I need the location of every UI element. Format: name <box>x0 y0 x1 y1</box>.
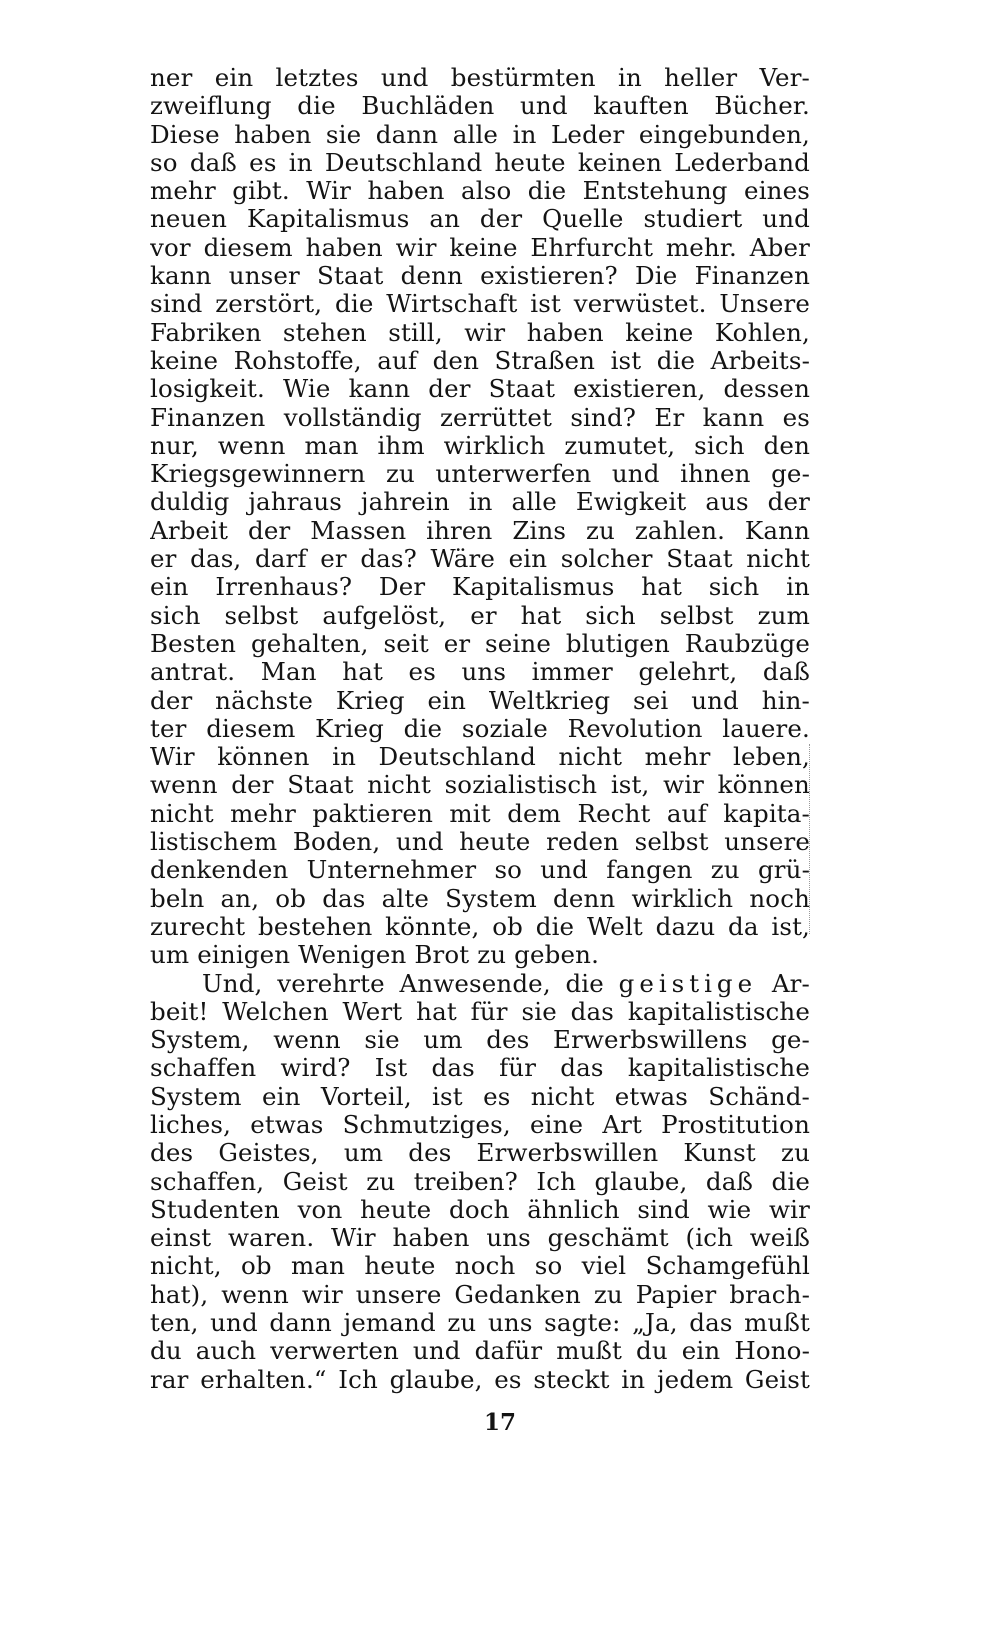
text-line: System ein Vorteil, ist es nicht etwas Schänd- <box>150 1082 810 1111</box>
text-line: Besten gehalten, seit er seine blutigen Raubzüge <box>150 629 810 658</box>
text-line: der nächste Krieg ein Weltkrieg sei und hin- <box>150 686 810 715</box>
text-line: keine Rohstoffe, auf den Straßen ist die Arbeits- <box>150 346 810 375</box>
text-line: Studenten von heute doch ähnlich sind wie wir <box>150 1195 810 1224</box>
text-line: nicht, ob man heute noch so viel Schamgefühl <box>150 1252 810 1281</box>
text-line: sich selbst aufgelöst, er hat sich selbst zum <box>150 601 810 630</box>
text-line: sind zerstört, die Wirtschaft ist verwüstet. Unsere <box>150 290 810 319</box>
text-line: losigkeit. Wie kann der Staat existieren, dessen <box>150 375 810 404</box>
text-line: Kriegsgewinnern zu unterwerfen und ihnen ge- <box>150 460 810 489</box>
text-line: System, wenn sie um des Erwerbswillens ge- <box>150 1026 810 1055</box>
text-line: nur, wenn man ihm wirklich zumutet, sich den <box>150 431 810 460</box>
text-line: ein Irrenhaus? Der Kapitalismus hat sich in <box>150 573 810 602</box>
text-line: kann unser Staat denn existieren? Die Finanzen <box>150 262 810 291</box>
text-line: liches, etwas Schmutziges, eine Art Prostitution <box>150 1110 810 1139</box>
text-line: beln an, ob das alte System denn wirklich noch <box>150 884 810 913</box>
text-line: Arbeit der Massen ihren Zins zu zahlen. Kann <box>150 516 810 545</box>
text-line: Fabriken stehen still, wir haben keine Kohlen, <box>150 318 810 347</box>
text-line: beit! Welchen Wert hat für sie das kapitalistische <box>150 997 810 1026</box>
text-line: zurecht bestehen könnte, ob die Welt dazu da ist, <box>150 912 810 941</box>
text-line: schaffen wird? Ist das für das kapitalistische <box>150 1054 810 1083</box>
paragraph-end-line: um einigen Wenigen Brot zu geben. <box>150 941 600 970</box>
text-line: vor diesem haben wir keine Ehrfurcht mehr. Aber <box>150 233 810 262</box>
text-line: du auch verwerten und dafür mußt du ein Hono- <box>150 1337 810 1366</box>
text-line: mehr gibt. Wir haben also die Entstehung eines <box>150 177 810 206</box>
text-line: ter diesem Krieg die soziale Revolution lauere. <box>150 714 810 743</box>
hyphenated-fragment: Ar- <box>771 969 810 998</box>
text-line: nicht mehr paktieren mit dem Recht auf kapita- <box>150 799 810 828</box>
body-text <box>150 64 810 1394</box>
text-line: duldig jahraus jahrein in alle Ewigkeit aus der <box>150 488 810 517</box>
text-line: denkenden Unternehmer so und fangen zu grü- <box>150 856 810 885</box>
page-number: 17 <box>483 1409 516 1436</box>
paragraph-start-line <box>150 970 810 998</box>
text-line: Diese haben sie dann alle in Leder eingebunden, <box>150 120 810 149</box>
text-line: er das, darf er das? Wäre ein solcher Staat nicht <box>150 545 810 574</box>
text-line: hat), wenn wir unsere Gedanken zu Papier brach- <box>150 1280 810 1309</box>
text-line: des Geistes, um des Erwerbswillen Kunst zu <box>150 1139 810 1168</box>
text-line: zweiflung die Buchläden und kauften Bücher. <box>150 92 810 121</box>
text-line: antrat. Man hat es uns immer gelehrt, daß <box>150 658 810 687</box>
text-line: ner ein letztes und bestürmten in heller Ver- <box>150 64 810 92</box>
text-line: wenn der Staat nicht sozialistisch ist, wir können <box>150 771 810 800</box>
paragraph-start-text: Und, verehrte Anwesende, die <box>202 969 604 998</box>
text-line: rar erhalten.“ Ich glaube, es steckt in jedem Geist <box>150 1365 810 1394</box>
text-line: Wir können in Deutschland nicht mehr leben, <box>150 743 810 772</box>
text-line: so daß es in Deutschland heute keinen Lederband <box>150 148 810 177</box>
text-line: neuen Kapitalismus an der Quelle studiert und <box>150 205 810 234</box>
text-line: einst waren. Wir haben uns geschämt (ich weiß <box>150 1224 810 1253</box>
text-line: listischem Boden, und heute reden selbst unsere <box>150 828 810 857</box>
text-line: Finanzen vollständig zerrüttet sind? Er kann es <box>150 403 810 432</box>
emphasized-word: geistige <box>618 969 758 998</box>
text-line: ten, und dann jemand zu uns sagte: „Ja, das mußt <box>150 1309 810 1338</box>
text-line: schaffen, Geist zu treiben? Ich glaube, daß die <box>150 1167 810 1196</box>
